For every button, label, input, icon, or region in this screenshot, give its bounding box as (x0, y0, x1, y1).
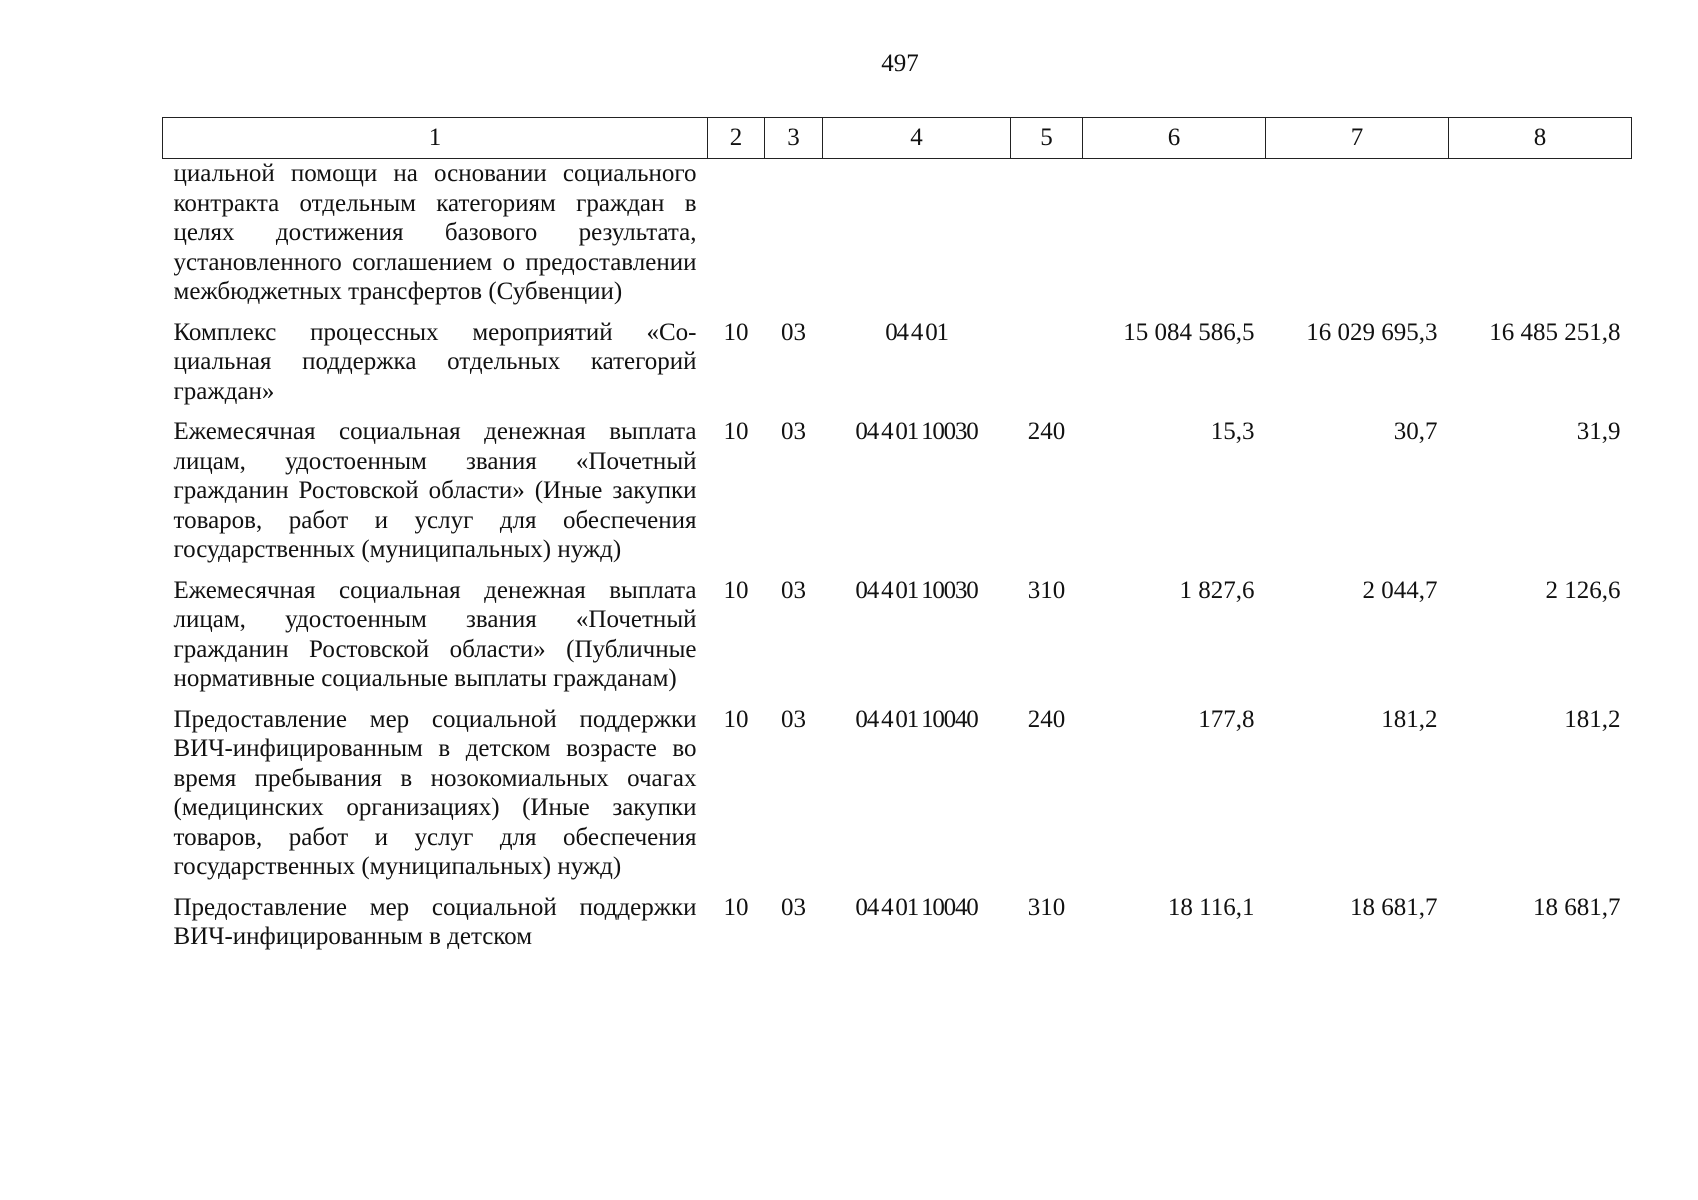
row-amount-col6: 18 116,1 (1167, 893, 1255, 921)
row-subsection: 03 (781, 576, 806, 604)
row-expense-type (1011, 159, 1083, 318)
table-row (163, 159, 1632, 318)
row-amount-col7 (1266, 159, 1449, 318)
row-amount-col8: 2 126,6 (1545, 576, 1621, 604)
row-amount-col6: 1 827,6 (1179, 576, 1255, 604)
row-description: Предоставление мер социальной поддержки ВИЧ-инфицированным в детском возрасте во время пребывания в нозокомиальных очагах (медицинских организациях) (Иные закупки товаров, работ и услуг для обеспечения государственных (муниципальных) нужд) (173, 705, 697, 880)
header-row (163, 118, 1632, 159)
row-subsection: 03 (781, 893, 806, 921)
row-amount-col7: 30,7 (1393, 418, 1438, 445)
row-subsection: 03 (781, 418, 806, 445)
header-col-5: 5 (1011, 118, 1083, 159)
table-row (163, 705, 1632, 893)
row-subsection (765, 159, 823, 318)
row-target-code: 04 4 01 10030 (855, 576, 978, 604)
row-target-code (823, 159, 1011, 318)
row-expense-type: 240 (1027, 705, 1066, 733)
row-description: Ежемесячная социальная денежная выплата лицам, удостоенным звания «Почетный гражданин Ростовской области» (Иные закупки товаров, работ и услуг для обеспечения государственных (муниципальных) нужд) (173, 418, 697, 563)
row-amount-col8: 31,9 (1576, 418, 1621, 445)
row-expense-type: 310 (1027, 576, 1066, 604)
row-description: циальной помощи на основании социального контракта отдельным категориям граждан в целях достижения базового результата, установленного соглашением о предоставлении межбюджетных трансфертов (Субвенции) (173, 160, 697, 305)
row-description: Комплекс процессных мероприятий «Социальная поддержка отдельных категорий граждан» (173, 318, 697, 405)
row-description: Ежемесячная социальная денежная выплата лицам, удостоенным звания «Почетный гражданин Ростовской области» (Публичные нормативные социальные выплаты гражданам) (173, 576, 697, 692)
row-amount-col8: 181,2 (1564, 705, 1621, 733)
row-section: 10 (723, 576, 749, 604)
header-col-6: 6 (1083, 118, 1266, 159)
header-col-7: 7 (1266, 118, 1449, 159)
row-target-code: 04 4 01 (885, 318, 948, 346)
row-amount-col6: 15 084 586,5 (1123, 318, 1255, 346)
budget-table (162, 117, 1632, 963)
header-col-8: 8 (1449, 118, 1632, 159)
row-amount-col7: 181,2 (1381, 705, 1438, 733)
header-col-2: 2 (708, 118, 765, 159)
row-amount-col6: 177,8 (1198, 705, 1255, 733)
row-expense-type: 240 (1027, 418, 1066, 445)
page-number: 497 (881, 50, 919, 77)
row-amount-col7: 18 681,7 (1350, 893, 1438, 921)
row-section: 10 (723, 318, 749, 346)
row-amount-col8 (1449, 159, 1632, 318)
header-col-4: 4 (823, 118, 1011, 159)
row-target-code: 04 4 01 10040 (855, 705, 978, 733)
header-col-3: 3 (765, 118, 823, 159)
row-expense-type (1011, 318, 1083, 418)
row-subsection: 03 (781, 705, 806, 733)
row-subsection: 03 (781, 318, 806, 346)
row-description: Предоставление мер социальной поддержки ВИЧ-инфицированным в детском (173, 893, 697, 950)
row-amount-col8: 18 681,7 (1533, 893, 1621, 921)
table-row (163, 576, 1632, 705)
table-row (163, 417, 1632, 576)
table-header (163, 118, 1632, 159)
table-body (163, 159, 1632, 963)
row-expense-type: 310 (1027, 893, 1066, 921)
table-row (163, 893, 1632, 963)
row-amount-col6 (1083, 159, 1266, 318)
row-amount-col7: 16 029 695,3 (1306, 318, 1438, 346)
header-col-1: 1 (163, 118, 708, 159)
row-section: 10 (723, 418, 749, 445)
row-section: 10 (723, 893, 749, 921)
table-row (163, 318, 1632, 418)
row-amount-col8: 16 485 251,8 (1489, 318, 1621, 346)
row-target-code: 04 4 01 10040 (855, 893, 978, 921)
row-amount-col7: 2 044,7 (1362, 576, 1438, 604)
row-target-code: 04 4 01 10030 (855, 418, 978, 445)
row-section: 10 (723, 705, 749, 733)
row-amount-col6: 15,3 (1210, 418, 1255, 445)
row-section (708, 159, 765, 318)
